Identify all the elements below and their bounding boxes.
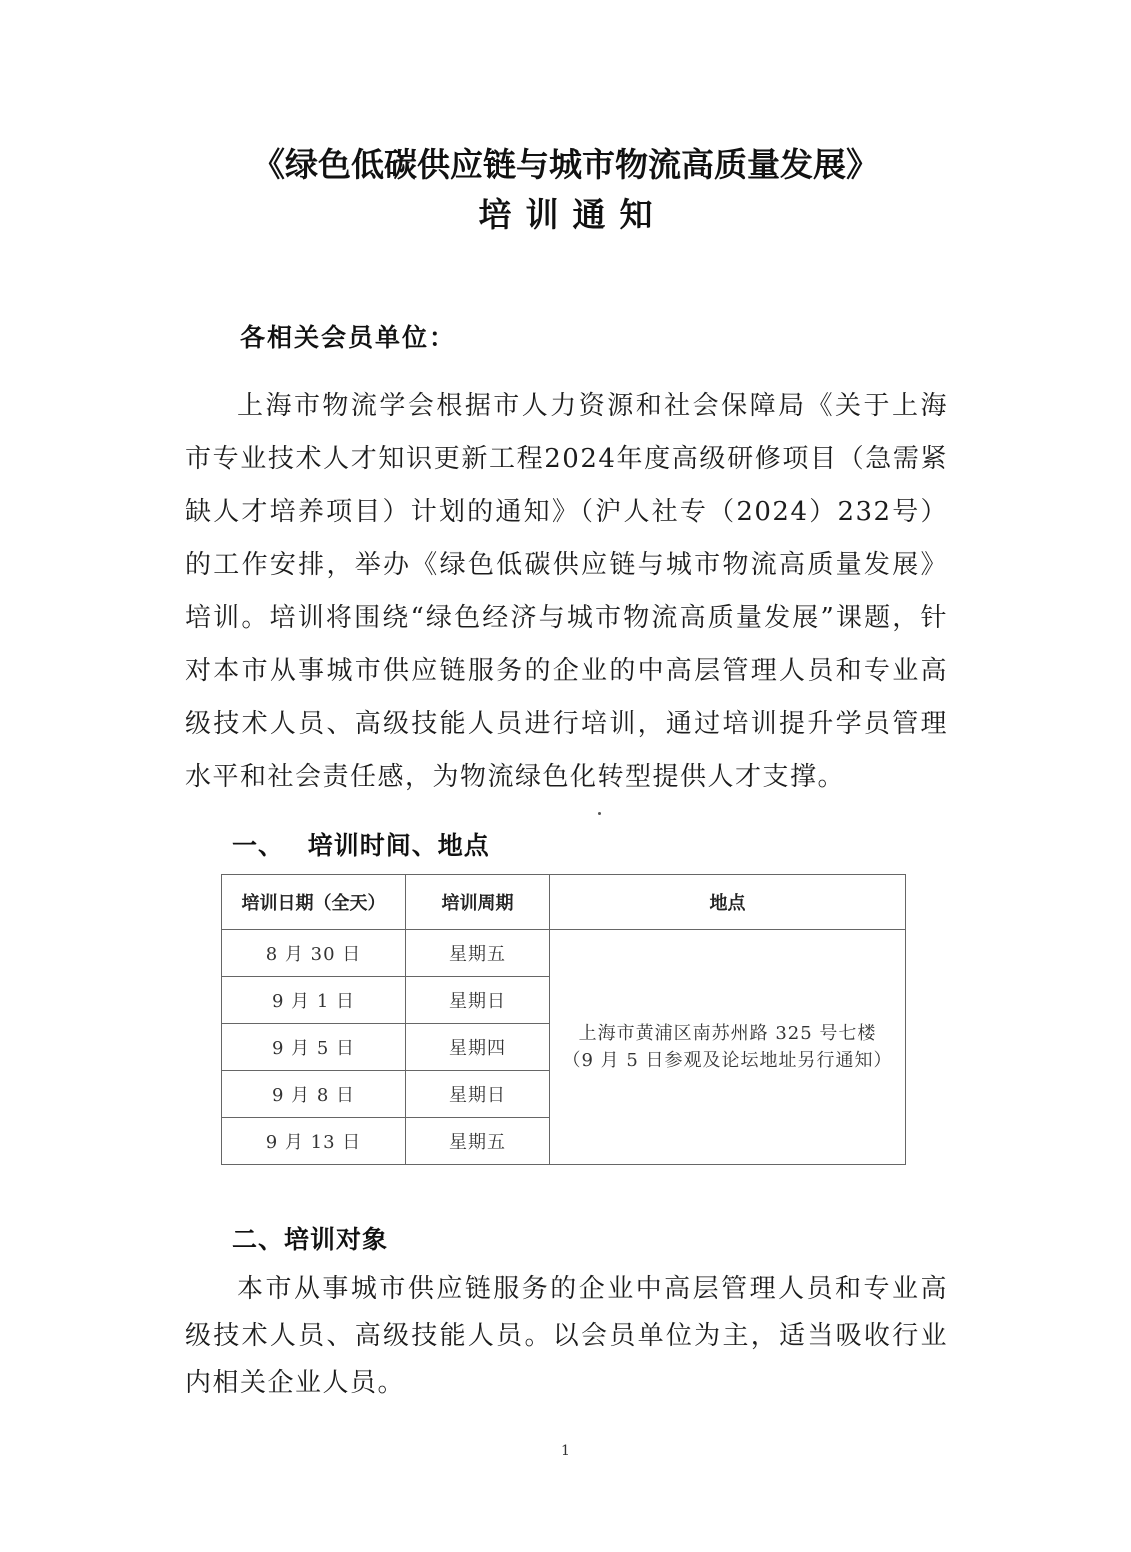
table-row bbox=[222, 930, 906, 977]
cell-weekday: 星期日 bbox=[406, 977, 550, 1024]
schedule-table bbox=[221, 874, 906, 1165]
section-heading-audience: 二、培训对象 bbox=[232, 1225, 389, 1254]
document-subtitle: 培训通知 bbox=[478, 195, 667, 234]
section-heading-time-location: 一、 培训时间、地点 bbox=[232, 831, 490, 860]
cell-date: 9 月 13 日 bbox=[222, 1118, 406, 1165]
header-date: 培训日期（全天） bbox=[222, 875, 406, 930]
cell-weekday: 星期五 bbox=[406, 1118, 550, 1165]
page-number: 1 bbox=[561, 1443, 570, 1459]
header-location: 地点 bbox=[550, 875, 906, 930]
cell-weekday: 星期日 bbox=[406, 1071, 550, 1118]
intro-paragraph: 上海市物流学会根据市人力资源和社会保障局《关于上海市专业技术人才知识更新工程2024年度高级研修项目（急需紧缺人才培养项目）计划的通知》（沪人社专（2024）232号）的工作安排，举办《绿色低碳供应链与城市物流高质量发展》培训。培训将围绕“绿色经济与城市物流高质量发展”课题，针对本市从事城市供应链服务的企业的中高层管理人员和专业高级技术人员、高级技能人员进行培训，通过培训提升学员管理水平和社会责任感，为物流绿色化转型提供人才支撑。 bbox=[185, 391, 948, 792]
location-note: （9 月 5 日参观及论坛地址另行通知） bbox=[562, 1050, 893, 1071]
cell-date: 9 月 1 日 bbox=[222, 977, 406, 1024]
table-header-row bbox=[222, 875, 906, 930]
location-address: 上海市黄浦区南苏州路 325 号七楼 bbox=[578, 1023, 877, 1044]
cell-weekday: 星期四 bbox=[406, 1024, 550, 1071]
cell-date: 9 月 5 日 bbox=[222, 1024, 406, 1071]
header-weekday: 培训周期 bbox=[406, 875, 550, 930]
salutation: 各相关会员单位： bbox=[240, 323, 457, 352]
audience-paragraph: 本市从事城市供应链服务的企业中高层管理人员和专业高级技术人员、高级技能人员。以会员单位为主，适当吸收行业内相关企业人员。 bbox=[185, 1274, 948, 1398]
cell-date: 9 月 8 日 bbox=[222, 1071, 406, 1118]
cell-weekday: 星期五 bbox=[406, 930, 550, 977]
cell-location bbox=[550, 930, 906, 1165]
document-title: 《绿色低碳供应链与城市物流高质量发展》 bbox=[252, 145, 879, 184]
stray-dot bbox=[598, 812, 601, 815]
cell-date: 8 月 30 日 bbox=[222, 930, 406, 977]
